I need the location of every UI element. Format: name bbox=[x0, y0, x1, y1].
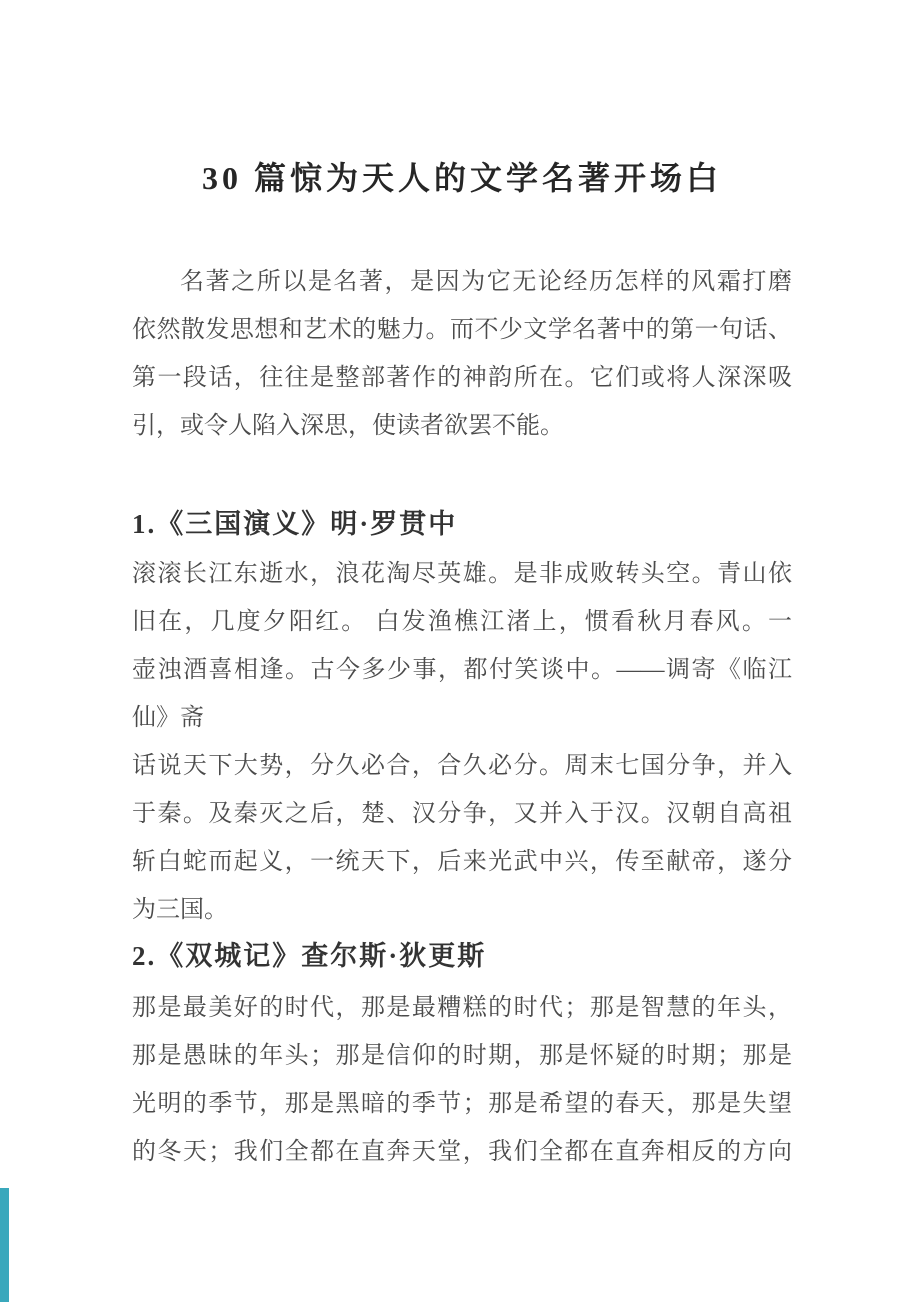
text-line: 那是最美好的时代，那是最糟糕的时代；那是智慧的年头， bbox=[132, 995, 792, 1021]
text-line: 滚滚长江东逝水，浪花淘尽英雄。是非成败转头空。青山依 bbox=[132, 561, 792, 587]
text-line: 那是愚昧的年头；那是信仰的时期，那是怀疑的时期；那是 bbox=[132, 1043, 792, 1069]
text-line: 第一段话，往往是整部著作的神韵所在。它们或将人深深吸 bbox=[132, 365, 792, 391]
intro-paragraph bbox=[132, 258, 792, 450]
section-1-heading: 1.《三国演义》明·罗贯中 bbox=[132, 509, 458, 539]
text-line: 为三国。 bbox=[132, 897, 228, 923]
text-line: 壶浊酒喜相逢。古今多少事，都付笑谈中。——调寄《临江 bbox=[132, 657, 792, 683]
text-line: 名著之所以是名著，是因为它无论经历怎样的风霜打磨 bbox=[180, 269, 792, 295]
text-line: 话说天下大势，分久必合，合久必分。周末七国分争，并入 bbox=[132, 753, 792, 779]
section-1-paragraph-1 bbox=[132, 550, 792, 742]
document-content bbox=[132, 0, 792, 1176]
text-line: 引，或令人陷入深思，使读者欲罢不能。 bbox=[132, 413, 564, 439]
text-line: 仙》斋 bbox=[132, 705, 204, 731]
document-title: 30 篇惊为天人的文学名著开场白 bbox=[201, 160, 722, 196]
text-line: 依然散发思想和艺术的魅力。而不少文学名著中的第一句话、 bbox=[132, 317, 792, 343]
section-1-paragraph-2 bbox=[132, 742, 792, 934]
left-accent-bar bbox=[0, 1188, 9, 1302]
text-line: 旧在，几度夕阳红。 白发渔樵江渚上，惯看秋月春风。一 bbox=[132, 609, 792, 635]
text-line: 光明的季节，那是黑暗的季节；那是希望的春天，那是失望 bbox=[132, 1091, 792, 1117]
section-2-heading: 2.《双城记》查尔斯·狄更斯 bbox=[132, 941, 487, 971]
text-line: 于秦。及秦灭之后，楚、汉分争，又并入于汉。汉朝自高祖 bbox=[132, 801, 792, 827]
text-line: 的冬天；我们全都在直奔天堂，我们全都在直奔相反的方向 bbox=[132, 1139, 792, 1165]
text-line: 斩白蛇而起义，一统天下，后来光武中兴，传至献帝，遂分 bbox=[132, 849, 792, 875]
section-2-paragraph-1 bbox=[132, 984, 792, 1176]
